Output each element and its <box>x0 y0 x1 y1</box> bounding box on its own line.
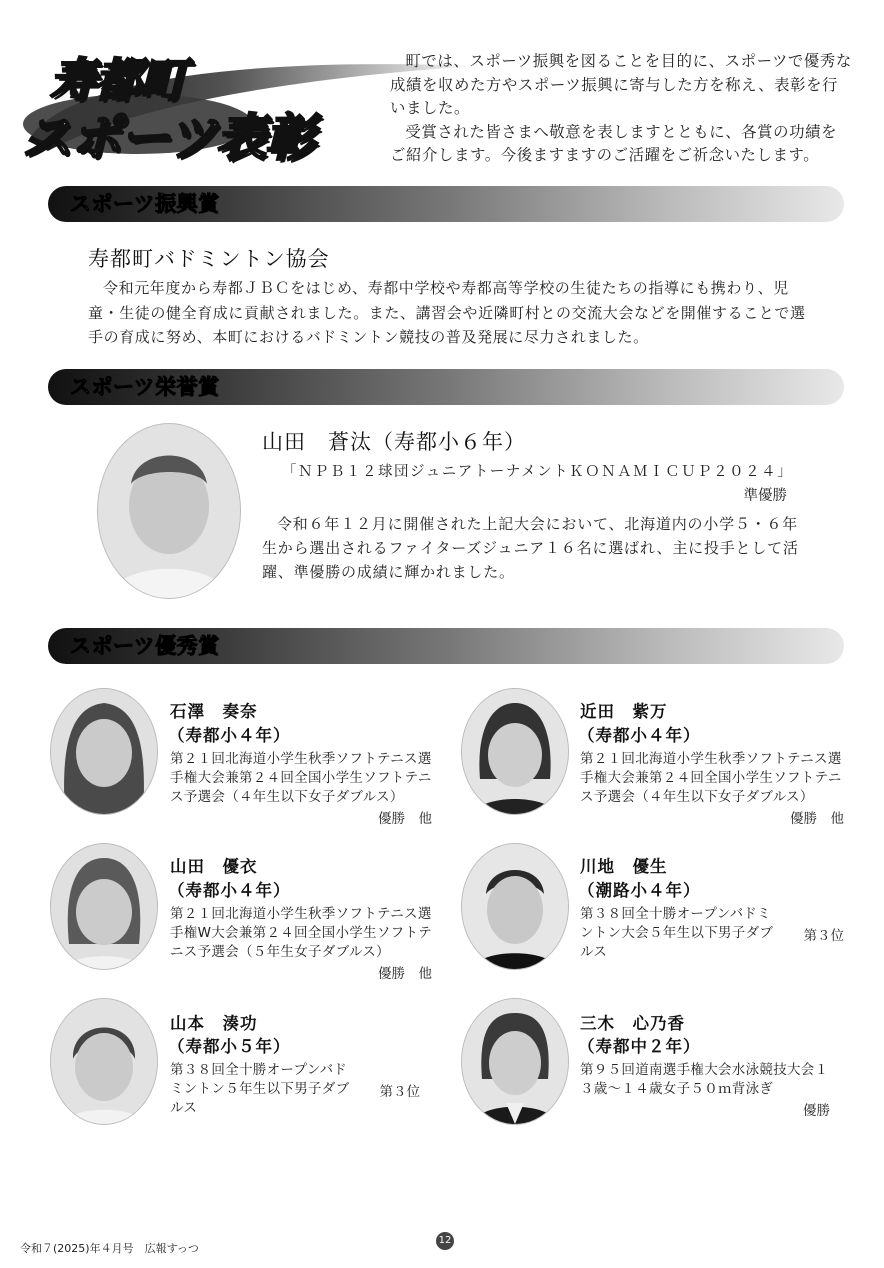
awardee-result: 優勝 他 <box>378 811 432 827</box>
portrait-photo <box>50 688 158 815</box>
awardee-school: （潮路小４年） <box>578 881 701 900</box>
intro-paragraph-1: 町では、スポーツ振興を図ることを目的に、スポーツで優秀な成績を収めた方やスポーツ振興に寄与した方を称え、表彰を行いました。 <box>390 52 852 118</box>
awardee-name: 三木 心乃香 <box>580 1014 685 1033</box>
awardee-achievement: 第２１回北海道小学生秋季ソフトテニス選手権大会兼第２４回全国小学生ソフトテニス予選会（４年生以下女子ダブルス） <box>170 751 432 805</box>
awardee-result: 優勝 他 <box>790 811 844 827</box>
page-title-line1: 寿都町 <box>50 53 185 107</box>
portrait-photo <box>50 998 158 1125</box>
awardee-name: 山田 優衣 <box>170 857 258 876</box>
section-title: スポーツ優秀賞 <box>70 634 220 658</box>
awardee-achievement: 第２１回北海道小学生秋季ソフトテニス選手権大会兼第２４回全国小学生ソフトテニス予選会（４年生以下女子ダブルス） <box>580 751 842 805</box>
section-title: スポーツ栄誉賞 <box>70 375 220 399</box>
awardee-school: （寿都中２年） <box>578 1037 701 1056</box>
portrait-illustration <box>51 689 157 814</box>
section-header-excellence <box>48 628 844 664</box>
portrait-illustration <box>462 999 568 1124</box>
awardee-name: 石澤 奏奈 <box>170 702 258 721</box>
awardee-achievement: 第２１回北海道小学生秋季ソフトテニス選手権W大会兼第２４回全国小学生ソフトテニス予選会（５年生女子ダブルス） <box>170 906 433 960</box>
awardee-name: 山本 湊功 <box>170 1014 258 1033</box>
competition-result: 準優勝 <box>743 488 787 504</box>
competition-name: 「ＮＰＢ１２球団ジュニアトーナメントＫＯＮＡＭＩＣＵＰ２０２４」 <box>282 464 794 480</box>
awardee-school: （寿都小４年） <box>168 726 291 745</box>
page-number: 12 <box>436 1232 454 1250</box>
footer-issue-label: 令和７(2025)年４月号 広報すっつ <box>20 1242 199 1255</box>
portrait-illustration <box>462 689 568 814</box>
glory-description: 令和６年１２月に開催された上記大会において、北海道内の小学５・６年生から選出されるファイターズジュニア１６名に選ばれ、主に投手として活躍、準優勝の成績に輝かれました。 <box>262 515 799 581</box>
awardee-organization: 寿都町バドミントン協会 <box>88 247 330 271</box>
portrait-illustration <box>51 844 157 969</box>
awardee-achievement: 第３８回全十勝オープンバドミントン大会５年生以下男子ダブルス <box>580 906 774 960</box>
awardee-school: （寿都小４年） <box>168 881 291 900</box>
awardee-name: 近田 紫万 <box>580 702 668 721</box>
intro-paragraph-2: 受賞された皆さまへ敬意を表しますとともに、各賞の功績をご紹介します。今後ますますのご活躍をご祈念いたします。 <box>390 122 838 165</box>
awardee-result: 第３位 <box>803 928 844 944</box>
portrait-illustration <box>98 424 240 598</box>
section-header-glory <box>48 369 844 405</box>
portrait-photo <box>461 998 569 1125</box>
portrait-illustration <box>51 999 157 1124</box>
portrait-photo <box>97 423 241 599</box>
section-header-promotion <box>48 186 844 222</box>
awardee-achievement: 第９５回道南選手権大会水泳競技大会１３歳～１４歳女子５０ｍ背泳ぎ <box>580 1062 829 1097</box>
awardee-school: （寿都小４年） <box>578 726 701 745</box>
page-title-line2: スポーツ表彰 <box>22 109 314 167</box>
portrait-photo <box>461 843 569 970</box>
section-title: スポーツ振興賞 <box>70 192 220 216</box>
awardee-name: 山田 蒼汰（寿都小６年） <box>262 430 526 454</box>
intro-text <box>390 50 852 168</box>
awardee-school: （寿都小５年） <box>168 1037 291 1056</box>
promotion-description: 令和元年度から寿都ＪＢＣをはじめ、寿都中学校や寿都高等学校の生徒たちの指導にも携わり、児童・生徒の健全育成に貢献されました。また、講習会や近隣町村との交流大会などを開催することで選手の育成に努め、本町におけるバドミントン競技の普及発展に尽力されました。 <box>88 279 806 346</box>
portrait-illustration <box>462 844 568 969</box>
awardee-achievement: 第３８回全十勝オープンバドミントン５年生以下男子ダブルス <box>170 1062 350 1116</box>
portrait-photo <box>461 688 569 815</box>
awardee-result: 優勝 <box>803 1103 830 1119</box>
awardee-result: 優勝 他 <box>378 966 432 982</box>
portrait-photo <box>50 843 158 970</box>
awardee-name: 川地 優生 <box>580 857 668 876</box>
awardee-result: 第３位 <box>379 1084 420 1100</box>
